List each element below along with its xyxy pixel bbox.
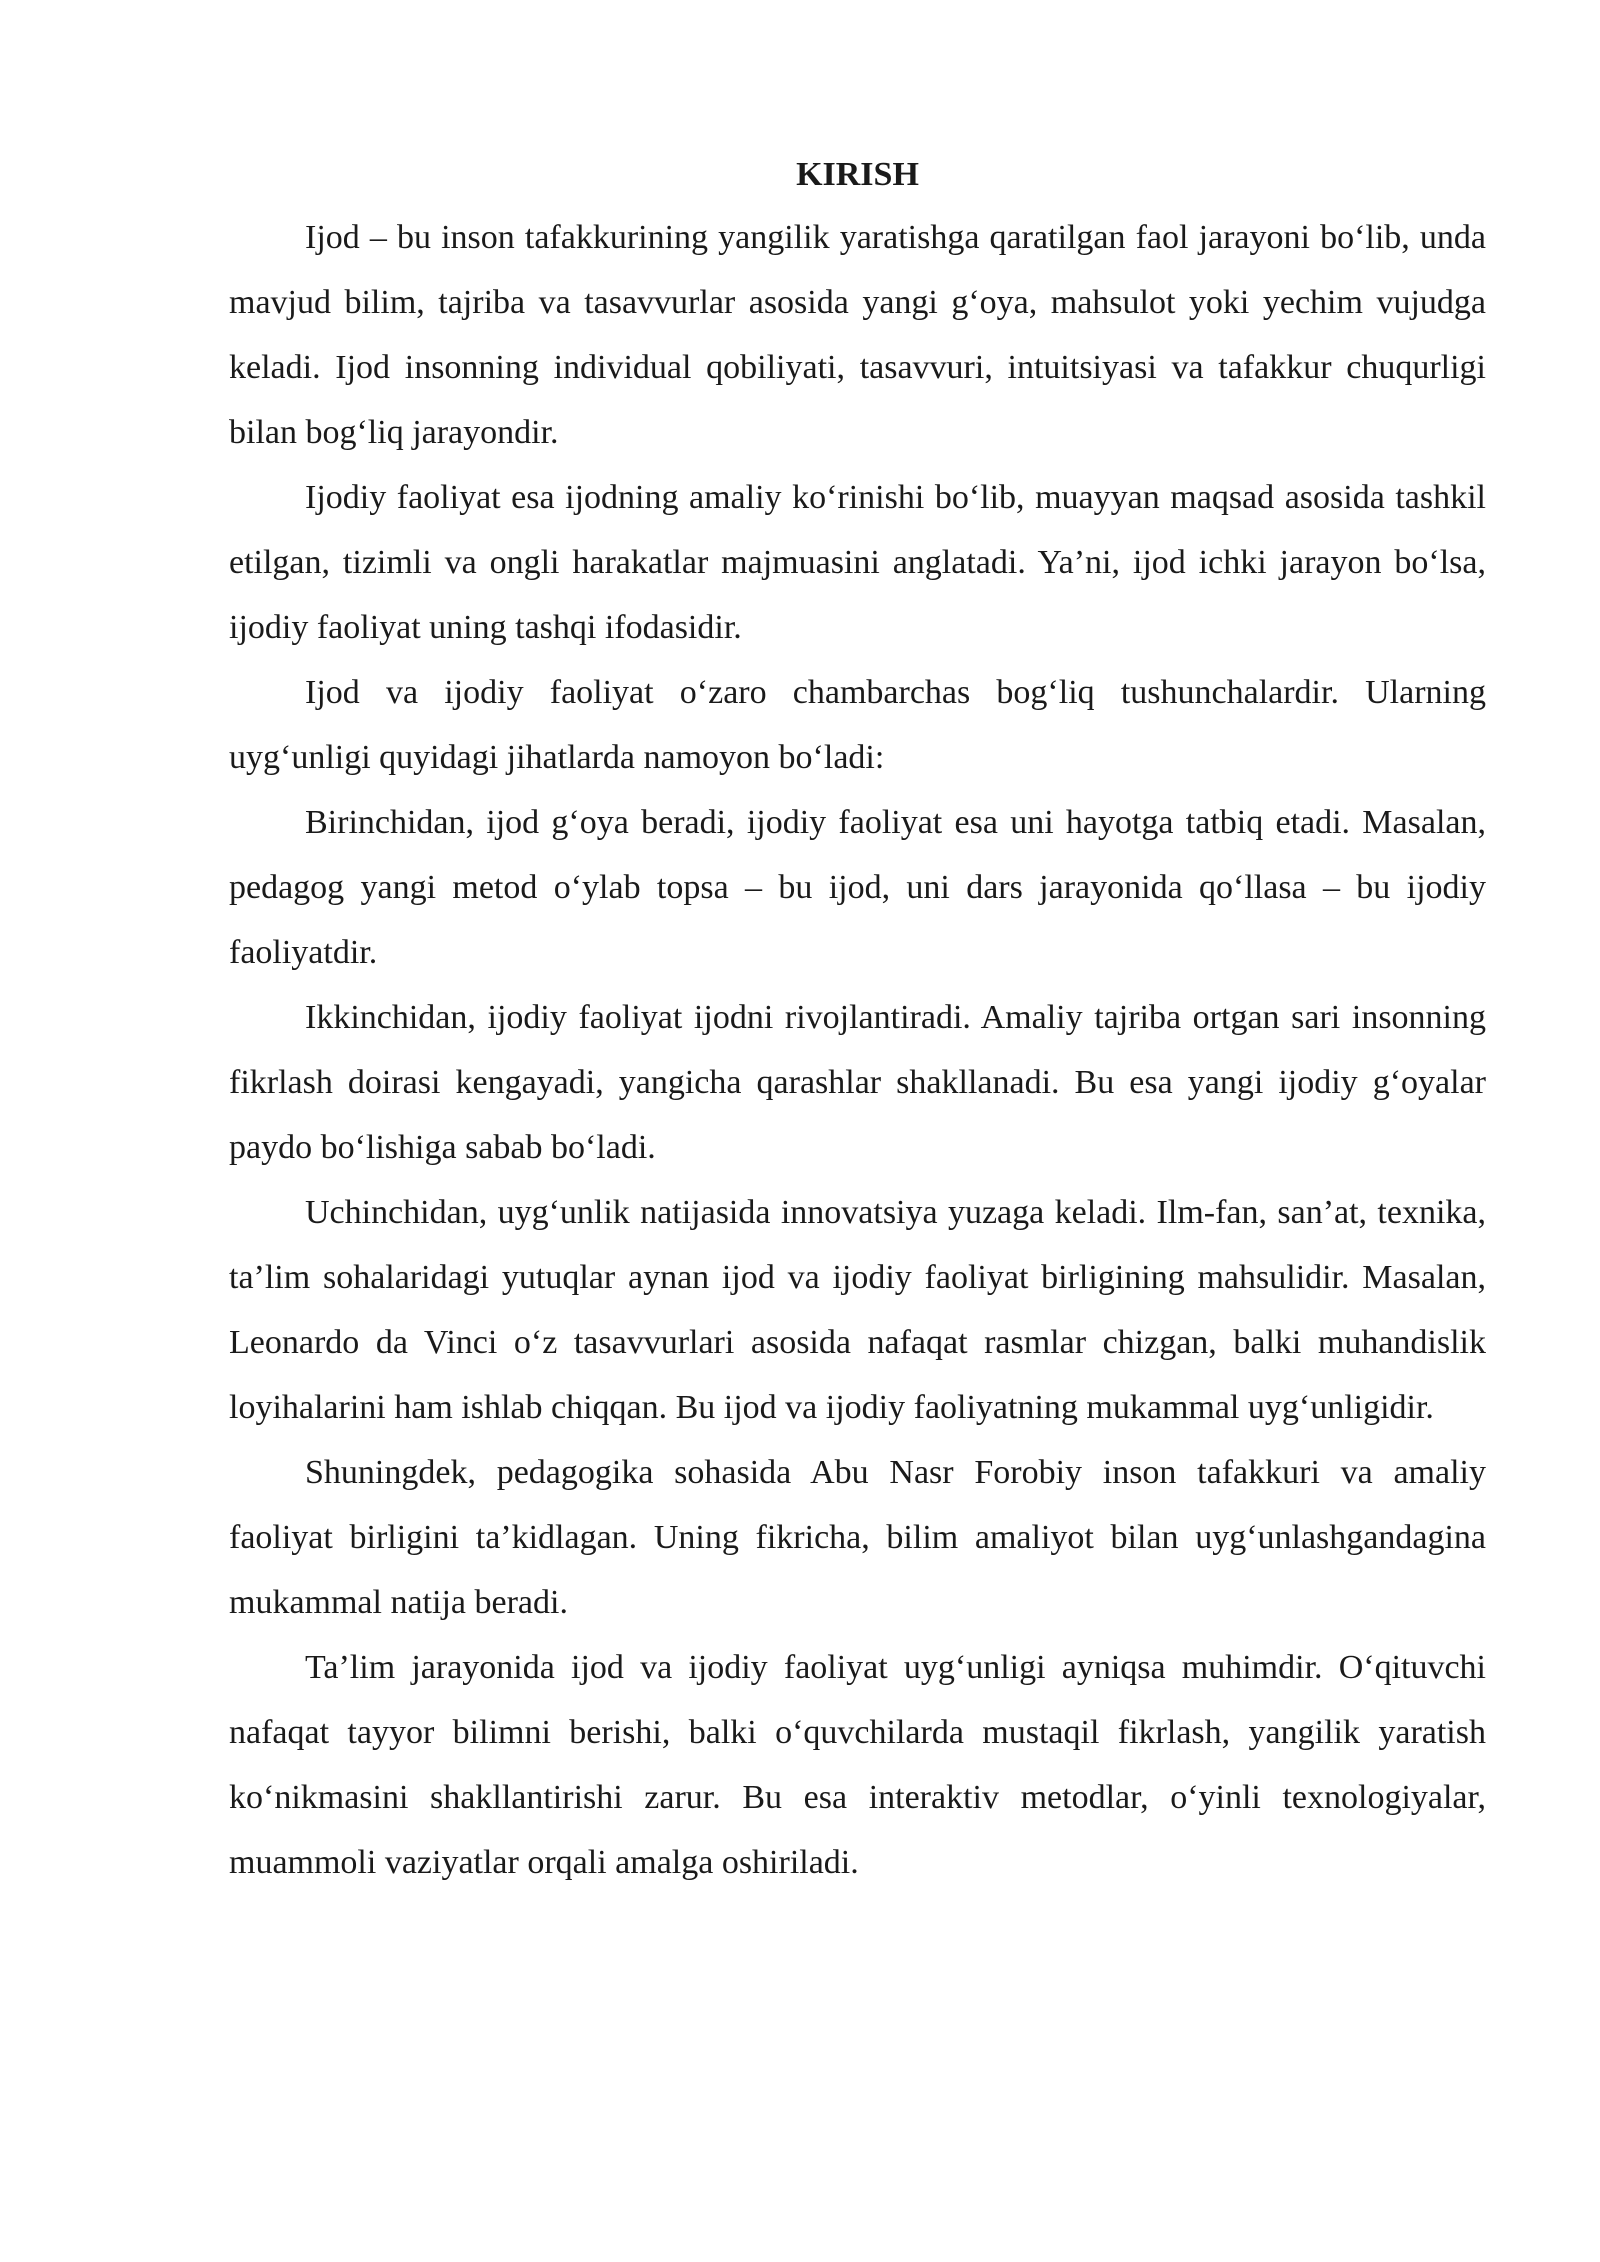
paragraph-first-point: Birinchidan, ijod g‘oya beradi, ijodiy faoliyat esa uni hayotga tatbiq etadi. Masalan, pedagog yangi metod o‘ylab topsa – bu ijod, uni dars jarayonida qo‘llasa – bu ijodiy faoliyatdir. [229, 804, 1486, 971]
document-title: KIRISH [796, 156, 919, 193]
document-body [229, 150, 1486, 1895]
paragraph-second-point: Ikkinchidan, ijodiy faoliyat ijodni rivojlantiradi. Amaliy tajriba ortgan sari insonning fikrlash doirasi kengayadi, yangicha qarashlar shakllanadi. Bu esa yangi ijodiy g‘oyalar paydo bo‘lishiga sabab bo‘ladi. [229, 999, 1486, 1166]
paragraph-education: Ta’lim jarayonida ijod va ijodiy faoliyat uyg‘unligi ayniqsa muhimdir. O‘qituvchi nafaqat tayyor bilimni berishi, balki o‘quvchilarda mustaqil fikrlash, yangilik yaratish ko‘nikmasini shakllantirishi zarur. Bu esa interaktiv metodlar, o‘yinli texnologiyalar, muammoli vaziyatlar orqali amalga oshiriladi. [229, 1649, 1486, 1881]
paragraph-third-point: Uchinchidan, uyg‘unlik natijasida innovatsiya yuzaga keladi. Ilm-fan, san’at, texnika, ta’lim sohalaridagi yutuqlar aynan ijod va ijodiy faoliyat birligining mahsulidir. Masalan, Leonardo da Vinci o‘z tasavvurlari asosida nafaqat rasmlar chizgan, balki muhandislik loyihalarini ham ishlab chiqqan. Bu ijod va ijodiy faoliyatning mukammal uyg‘unligidir. [229, 1194, 1486, 1426]
paragraph-forobiy: Shuningdek, pedagogika sohasida Abu Nasr Forobiy inson tafakkuri va amaliy faoliyat birligini ta’kidlagan. Uning fikricha, bilim amaliyot bilan uyg‘unlashgandagina mukammal natija beradi. [229, 1454, 1486, 1621]
paragraph-definition-ijod: Ijod – bu inson tafakkurining yangilik yaratishga qaratilgan faol jarayoni bo‘lib, unda mavjud bilim, tajriba va tasavvurlar asosida yangi g‘oya, mahsulot yoki yechim vujudga keladi. Ijod insonning individual qobiliyati, tasavvuri, intuitsiyasi va tafakkur chuqurligi bilan bog‘liq jarayondir. [229, 219, 1486, 451]
paragraph-relationship: Ijod va ijodiy faoliyat o‘zaro chambarchas bog‘liq tushunchalardir. Ularning uyg‘unligi quyidagi jihatlarda namoyon bo‘ladi: [229, 674, 1486, 776]
paragraph-ijodiy-faoliyat: Ijodiy faoliyat esa ijodning amaliy ko‘rinishi bo‘lib, muayyan maqsad asosida tashkil etilgan, tizimli va ongli harakatlar majmuasini anglatadi. Ya’ni, ijod ichki jarayon bo‘lsa, ijodiy faoliyat uning tashqi ifodasidir. [229, 479, 1486, 646]
